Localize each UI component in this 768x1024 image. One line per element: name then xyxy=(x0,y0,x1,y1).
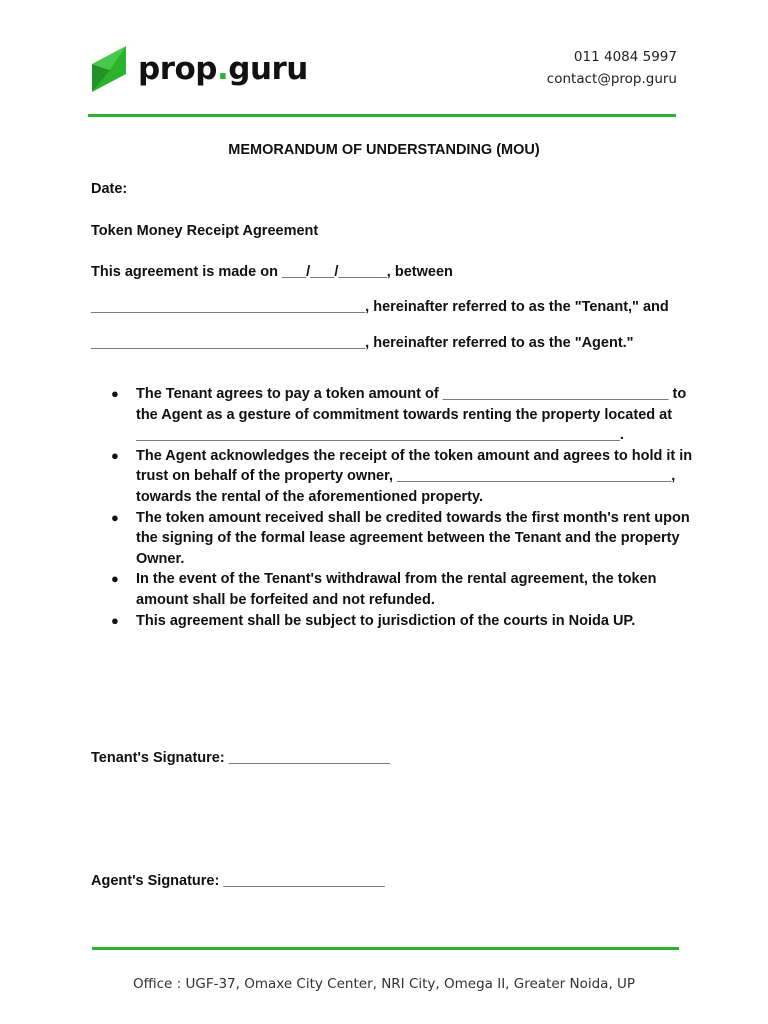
phone-number: 011 4084 5997 xyxy=(573,49,677,65)
list-item: ● This agreement shall be subject to jurisdiction of the courts in Noida UP. xyxy=(111,612,636,629)
contact-info xyxy=(547,46,677,90)
tenant-signature-line: Tenant's Signature: ____________________ xyxy=(91,750,391,766)
agreement-intro: This agreement is made on ___/___/______, between xyxy=(91,264,453,280)
list-item: ● The token amount received shall be credited towards the first month's rent upon the signing of the formal lease agreement between the Tenant and the property Owner. xyxy=(111,509,690,567)
document-title: MEMORANDUM OF UNDERSTANDING (MOU) xyxy=(228,142,540,158)
office-address: Office : UGF-37, Omaxe City Center, NRI City, Omega II, Greater Noida, UP xyxy=(132,976,636,992)
header-divider xyxy=(88,114,676,117)
terms-list xyxy=(108,384,693,631)
list-item: ● The Tenant agrees to pay a token amount of ____________________________ to the Agent as a gesture of commitment towards renting the property located at ____________________________________________________________. xyxy=(111,386,687,444)
letterhead xyxy=(0,0,768,120)
email-address: contact@prop.guru xyxy=(546,71,677,87)
agent-party-line: __________________________________, hereinafter referred to as the "Agent." xyxy=(91,335,634,351)
footer-divider xyxy=(92,947,679,950)
list-item: ● The Agent acknowledges the receipt of the token amount and agrees to hold it in trust on behalf of the property owner, __________________________________, towards the rental of the aforementioned property. xyxy=(111,447,693,505)
date-label: Date: xyxy=(91,181,128,197)
list-item: ● In the event of the Tenant's withdrawal from the rental agreement, the token amount shall be forfeited and not refunded. xyxy=(111,571,657,608)
document-subtitle: Token Money Receipt Agreement xyxy=(91,223,319,239)
tenant-party-line: __________________________________, hereinafter referred to as the "Tenant," and xyxy=(91,299,669,315)
brand-logo xyxy=(92,46,308,92)
brand-wordmark: prop.guru xyxy=(138,50,308,87)
propguru-logo-icon xyxy=(92,46,128,92)
agent-signature-line: Agent's Signature: ____________________ xyxy=(91,873,385,889)
